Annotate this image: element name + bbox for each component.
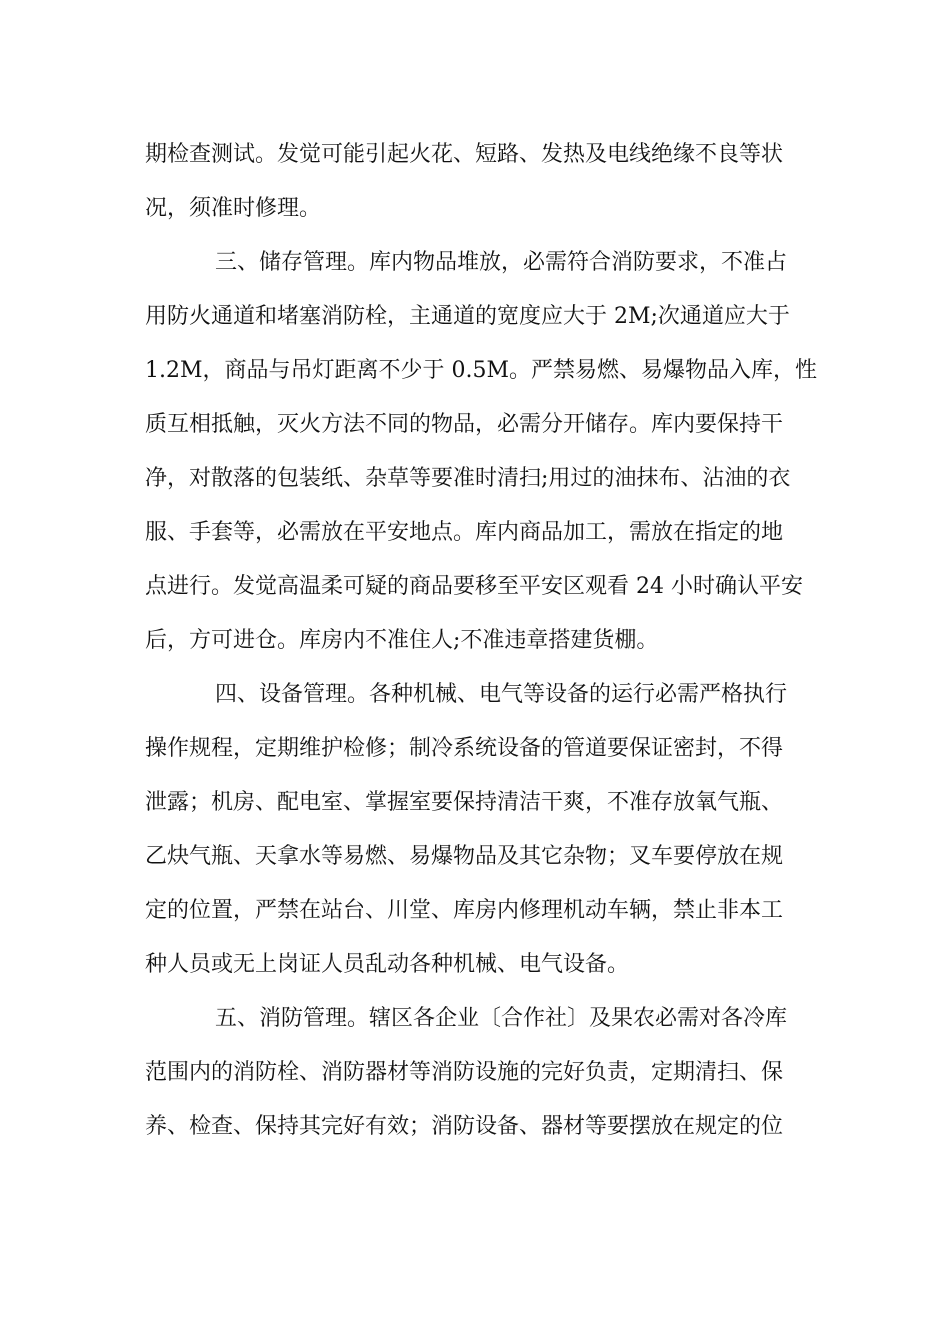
text-line: 况，须准时修理。 — [145, 196, 322, 221]
text-line: 后，方可进仓。库房内不准住人;不准违章搭建货棚。 — [145, 628, 659, 653]
section-5-heading-line: 五、消防管理。辖区各企业〔合作社〕及果农必需对各冷库 — [215, 1006, 788, 1031]
text-line: 种人员或无上岗证人员乱动各种机械、电气设备。 — [145, 952, 630, 977]
text-line: 乙炔气瓶、天拿水等易燃、易爆物品及其它杂物；叉车要停放在规 — [145, 844, 784, 869]
text-line: 定的位置，严禁在站台、川堂、库房内修理机动车辆，禁止非本工 — [145, 898, 784, 923]
section-4-heading-line: 四、设备管理。各种机械、电气等设备的运行必需严格执行 — [215, 682, 788, 707]
text-line: 用防火通道和堵塞消防栓，主通道的宽度应大于 2M;次通道应大于 — [145, 304, 790, 329]
text-line: 泄露；机房、配电室、掌握室要保持清洁干爽，不准存放氧气瓶、 — [145, 790, 784, 815]
body-text — [145, 133, 818, 1159]
text-line: 范围内的消防栓、消防器材等消防设施的完好负责，定期清扫、保 — [145, 1060, 784, 1085]
text-line: 净，对散落的包装纸、杂草等要准时清扫;用过的油抹布、沾油的衣 — [145, 466, 791, 491]
text-line: 1.2M，商品与吊灯距离不少于 0.5M。严禁易燃、易爆物品入库，性 — [145, 358, 818, 383]
text-line: 质互相抵触，灭火方法不同的物品，必需分开储存。库内要保持干 — [145, 412, 784, 437]
text-line: 服、手套等，必需放在平安地点。库内商品加工，需放在指定的地 — [145, 520, 784, 545]
text-line: 操作规程，定期维护检修；制冷系统设备的管道要保证密封，不得 — [145, 736, 784, 761]
text-line: 期检查测试。发觉可能引起火花、短路、发热及电线绝缘不良等状 — [145, 142, 784, 167]
text-line: 点进行。发觉高温柔可疑的商品要移至平安区观看 24 小时确认平安 — [145, 574, 803, 599]
section-3-heading-line: 三、储存管理。库内物品堆放，必需符合消防要求，不准占 — [215, 250, 788, 275]
text-line: 养、检查、保持其完好有效；消防设备、器材等要摆放在规定的位 — [145, 1114, 784, 1139]
